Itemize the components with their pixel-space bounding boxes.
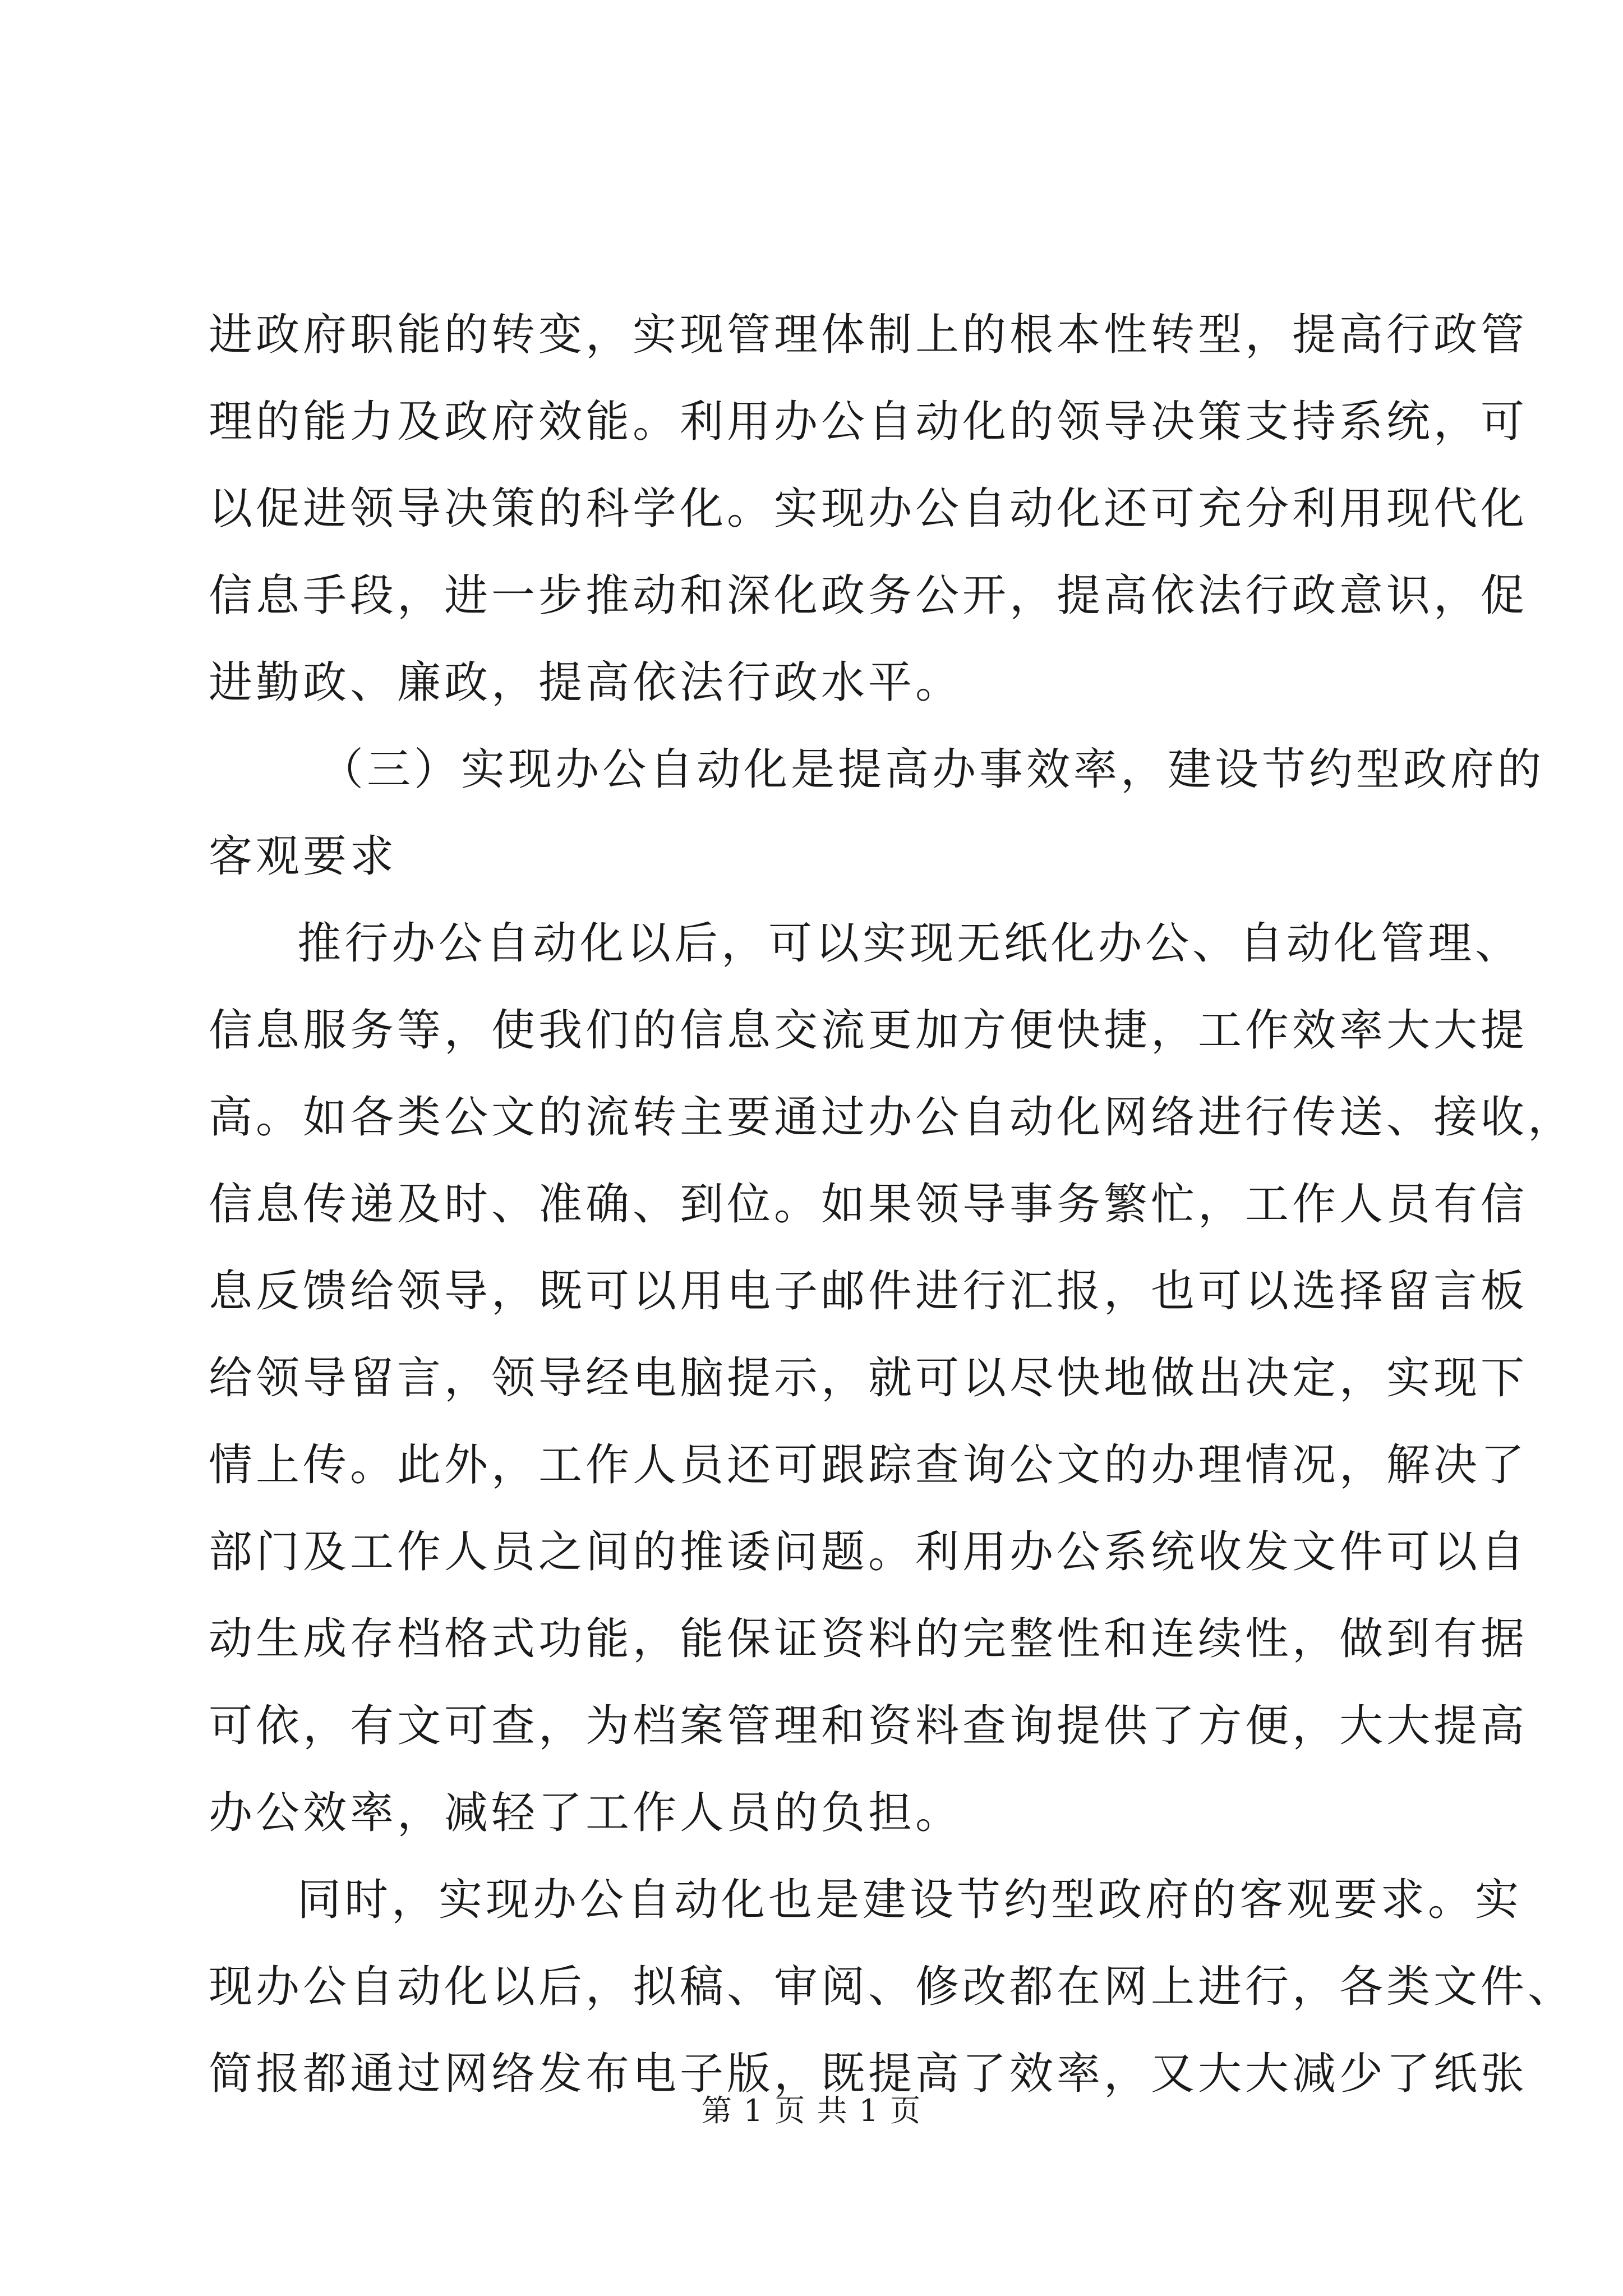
text-line: 信息手段，进一步推动和深化政务公开，提高依法行政意识，促 [209,570,1528,621]
text-line: 部门及工作人员之间的推诿问题。利用办公系统收发文件可以自 [209,1527,1528,1577]
text-line: 现办公自动化以后，拟稿、审阅、修改都在网上进行，各类文件、 [209,1962,1575,2012]
document-body [209,292,1575,2118]
text-line: 信息服务等，使我们的信息交流更加方便快捷，工作效率大大提 [209,1005,1528,1056]
text-line: 进政府职能的转变，实现管理体制上的根本性转型，提高行政管 [209,310,1528,360]
text-line: 可依，有文可查，为档案管理和资料查询提供了方便，大大提高 [209,1701,1528,1751]
text-line: 理的能力及政府效能。利用办公自动化的领导决策支持系统，可 [209,397,1528,447]
page-number-label: 第 1 页 共 1 页 [701,2093,922,2128]
text-line: 简报都通过网络发布电子版，既提高了效率，又大大减少了纸张 [209,2049,1528,2099]
text-line: 动生成存档格式功能，能保证资料的完整性和连续性，做到有据 [209,1614,1528,1664]
text-line: 以促进领导决策的科学化。实现办公自动化还可充分利用现代化 [209,484,1528,534]
text-line: 情上传。此外，工作人员还可跟踪查询公文的办理情况，解决了 [209,1440,1528,1490]
text-line: 高。如各类公文的流转主要通过办公自动化网络进行传送、接收， [209,1092,1575,1143]
text-line: 办公效率，减轻了工作人员的负担。 [209,1788,963,1838]
section-heading-continuation: 客观要求 [209,831,398,882]
section-heading: （三）实现办公自动化是提高办事效率，建设节约型政府的 [320,744,1545,795]
page-footer [0,2087,1623,2130]
text-line: 息反馈给领导，既可以用电子邮件进行汇报，也可以选择留言板 [209,1266,1528,1317]
text-line: 进勤政、廉政，提高依法行政水平。 [209,657,963,708]
text-line: 给领导留言，领导经电脑提示，就可以尽快地做出决定，实现下 [209,1353,1528,1404]
text-line: 信息传递及时、准确、到位。如果领导事务繁忙，工作人员有信 [209,1179,1528,1230]
paragraph-first-line: 推行办公自动化以后，可以实现无纸化办公、自动化管理、 [297,918,1523,969]
paragraph-first-line: 同时，实现办公自动化也是建设节约型政府的客观要求。实 [297,1875,1523,1925]
